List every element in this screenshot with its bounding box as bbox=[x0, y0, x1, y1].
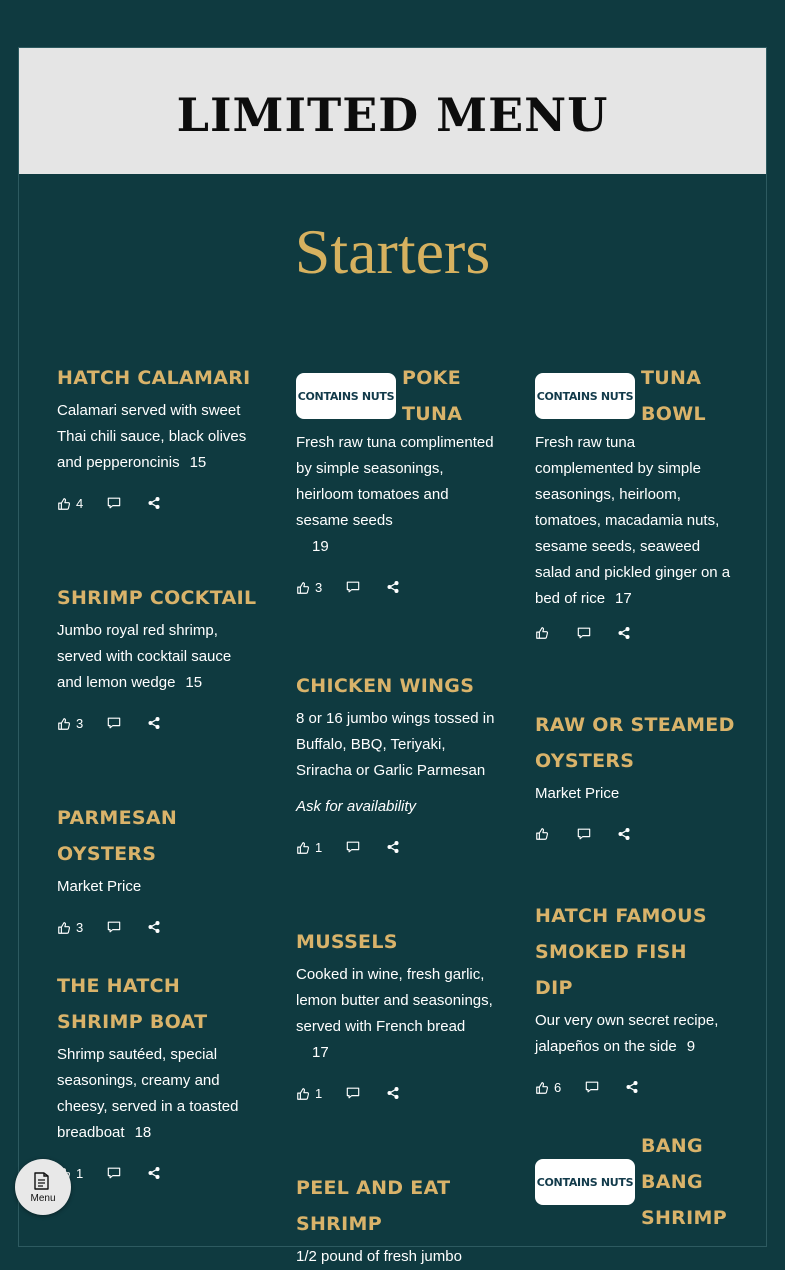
item-name[interactable]: PARMESAN OYSTERS bbox=[57, 807, 178, 865]
badge-label: CONTAINS NUTS bbox=[536, 1175, 634, 1189]
item-actions bbox=[296, 840, 496, 860]
comment-icon bbox=[585, 1080, 599, 1094]
comment-button[interactable] bbox=[346, 840, 360, 854]
share-icon bbox=[147, 920, 161, 934]
share-icon bbox=[147, 716, 161, 730]
item-description: Market Price bbox=[535, 785, 620, 802]
thumbs-up-icon bbox=[57, 497, 71, 511]
like-button[interactable] bbox=[535, 827, 554, 841]
item-price: 15 bbox=[185, 674, 203, 691]
badge-label: CONTAINS NUTS bbox=[536, 389, 634, 403]
menu-item bbox=[57, 968, 242, 1186]
share-icon bbox=[386, 580, 400, 594]
comment-button[interactable] bbox=[107, 716, 121, 730]
item-actions bbox=[535, 626, 735, 646]
share-button[interactable] bbox=[147, 920, 161, 934]
item-price: 15 bbox=[189, 454, 207, 471]
thumbs-up-icon bbox=[535, 827, 549, 841]
menu-item bbox=[296, 668, 496, 860]
share-icon bbox=[617, 626, 631, 640]
thumbs-up-icon bbox=[57, 717, 71, 731]
item-description: 1/2 pound of fresh jumbo bbox=[296, 1248, 462, 1265]
share-button[interactable] bbox=[147, 716, 161, 730]
share-icon bbox=[147, 1166, 161, 1180]
share-button[interactable] bbox=[386, 840, 400, 854]
like-button[interactable] bbox=[57, 496, 83, 511]
thumbs-up-icon bbox=[535, 626, 549, 640]
item-actions bbox=[57, 496, 257, 516]
like-button[interactable] bbox=[296, 840, 322, 855]
share-icon bbox=[617, 827, 631, 841]
menu-item bbox=[57, 800, 257, 940]
comment-button[interactable] bbox=[346, 580, 360, 594]
item-name[interactable]: RAW OR STEAMED OYSTERS bbox=[535, 714, 735, 772]
comment-button[interactable] bbox=[107, 1166, 121, 1180]
contains-nuts-badge bbox=[535, 373, 635, 419]
share-button[interactable] bbox=[617, 626, 631, 640]
section-title: Starters bbox=[294, 216, 491, 287]
like-button[interactable] bbox=[296, 1086, 322, 1101]
menu-item bbox=[57, 580, 257, 736]
menu-item bbox=[296, 924, 496, 1106]
comment-icon bbox=[107, 1166, 121, 1180]
like-count: 6 bbox=[554, 1080, 562, 1095]
menu-item bbox=[296, 1170, 496, 1270]
item-name[interactable]: HATCH CALAMARI bbox=[57, 367, 251, 389]
item-name[interactable]: BANG BANG SHRIMP bbox=[641, 1135, 727, 1229]
item-name[interactable]: POKE TUNA bbox=[402, 367, 463, 425]
menu-item bbox=[296, 360, 496, 600]
menu-item bbox=[535, 707, 735, 847]
contains-nuts-badge bbox=[535, 1159, 635, 1205]
thumbs-up-icon bbox=[535, 1081, 549, 1095]
item-name[interactable]: CHICKEN WINGS bbox=[296, 675, 475, 697]
item-name[interactable]: SHRIMP COCKTAIL bbox=[57, 587, 257, 609]
comment-button[interactable] bbox=[107, 920, 121, 934]
item-description: Cooked in wine, fresh garlic, lemon butter and seasonings, served with French bread bbox=[296, 966, 493, 1035]
share-button[interactable] bbox=[147, 496, 161, 510]
comment-button[interactable] bbox=[577, 827, 591, 841]
item-actions bbox=[296, 580, 496, 600]
item-price: 9 bbox=[686, 1038, 696, 1055]
item-name[interactable]: PEEL AND EAT SHRIMP bbox=[296, 1177, 451, 1235]
like-count: 3 bbox=[315, 580, 323, 595]
item-actions bbox=[57, 716, 257, 736]
like-button[interactable] bbox=[535, 1080, 561, 1095]
share-button[interactable] bbox=[386, 1086, 400, 1100]
thumbs-up-icon bbox=[57, 921, 71, 935]
like-count: 4 bbox=[76, 496, 84, 511]
item-name[interactable]: TUNA BOWL bbox=[641, 367, 706, 425]
like-button[interactable] bbox=[57, 716, 83, 731]
item-description: Jumbo royal red shrimp, served with cocktail sauce and lemon wedge bbox=[57, 622, 232, 691]
item-name[interactable]: HATCH FAMOUS SMOKED FISH DIP bbox=[535, 905, 707, 999]
share-button[interactable] bbox=[147, 1166, 161, 1180]
thumbs-up-icon bbox=[296, 581, 310, 595]
like-count: 1 bbox=[315, 1086, 323, 1101]
comment-icon bbox=[577, 626, 591, 640]
menu-item bbox=[57, 360, 257, 516]
item-description: Fresh raw tuna complemented by simple seasonings, heirloom, tomatoes, macadamia nuts, sesame seeds, seaweed salad and pickled ginger on a bed of rice bbox=[535, 434, 731, 607]
menu-item bbox=[535, 898, 725, 1100]
item-price: 17 bbox=[615, 590, 632, 607]
share-button[interactable] bbox=[386, 580, 400, 594]
menu-button[interactable] bbox=[15, 1159, 71, 1215]
like-button[interactable] bbox=[535, 626, 554, 640]
like-count: 1 bbox=[315, 840, 323, 855]
share-button[interactable] bbox=[625, 1080, 639, 1094]
like-count: 1 bbox=[76, 1166, 84, 1181]
comment-icon bbox=[346, 840, 360, 854]
item-description: Shrimp sautéed, special seasonings, creamy and cheesy, served in a toasted breadboat bbox=[57, 1046, 239, 1141]
share-icon bbox=[625, 1080, 639, 1094]
comment-button[interactable] bbox=[346, 1086, 360, 1100]
badge-label: CONTAINS NUTS bbox=[297, 389, 395, 403]
item-description: Market Price bbox=[57, 878, 142, 895]
comment-icon bbox=[107, 496, 121, 510]
share-icon bbox=[386, 840, 400, 854]
like-button[interactable] bbox=[57, 920, 83, 935]
share-icon bbox=[386, 1086, 400, 1100]
item-description: Our very own secret recipe, jalapeños on the side bbox=[535, 1012, 719, 1055]
item-description: Calamari served with sweet Thai chili sauce, black olives and pepperoncinis bbox=[57, 402, 247, 471]
item-name[interactable]: MUSSELS bbox=[296, 931, 398, 953]
share-icon bbox=[147, 496, 161, 510]
item-name[interactable]: THE HATCH SHRIMP BOAT bbox=[57, 975, 208, 1033]
comment-icon bbox=[107, 716, 121, 730]
item-description: Fresh raw tuna complimented by simple seasonings, heirloom tomatoes and sesame seeds bbox=[296, 434, 494, 529]
comment-icon bbox=[346, 1086, 360, 1100]
page-title: LIMITED MENU bbox=[176, 88, 609, 142]
item-actions bbox=[296, 1086, 496, 1106]
item-price: 19 bbox=[312, 538, 329, 555]
item-description: 8 or 16 jumbo wings tossed in Buffalo, BBQ, Teriyaki, Sriracha or Garlic Parmesan bbox=[296, 710, 495, 779]
item-actions bbox=[57, 920, 257, 940]
comment-button[interactable] bbox=[107, 496, 121, 510]
comment-icon bbox=[346, 580, 360, 594]
item-actions bbox=[535, 827, 735, 847]
comment-icon bbox=[577, 827, 591, 841]
thumbs-up-icon bbox=[296, 1087, 310, 1101]
contains-nuts-badge bbox=[296, 373, 396, 419]
comment-button[interactable] bbox=[585, 1080, 599, 1094]
thumbs-up-icon bbox=[296, 841, 310, 855]
item-note: Ask for availability bbox=[296, 798, 417, 815]
like-count: 3 bbox=[76, 716, 84, 731]
like-count: 3 bbox=[76, 920, 84, 935]
comment-icon bbox=[107, 920, 121, 934]
item-actions bbox=[57, 1166, 242, 1186]
item-price: 18 bbox=[134, 1124, 152, 1141]
menu-book-icon bbox=[32, 1170, 54, 1192]
menu-item bbox=[535, 360, 735, 646]
share-button[interactable] bbox=[617, 827, 631, 841]
comment-button[interactable] bbox=[577, 626, 591, 640]
like-button[interactable] bbox=[296, 580, 322, 595]
item-actions bbox=[535, 1080, 725, 1100]
item-price: 17 bbox=[312, 1044, 329, 1061]
menu-button-label: Menu bbox=[30, 1193, 56, 1204]
